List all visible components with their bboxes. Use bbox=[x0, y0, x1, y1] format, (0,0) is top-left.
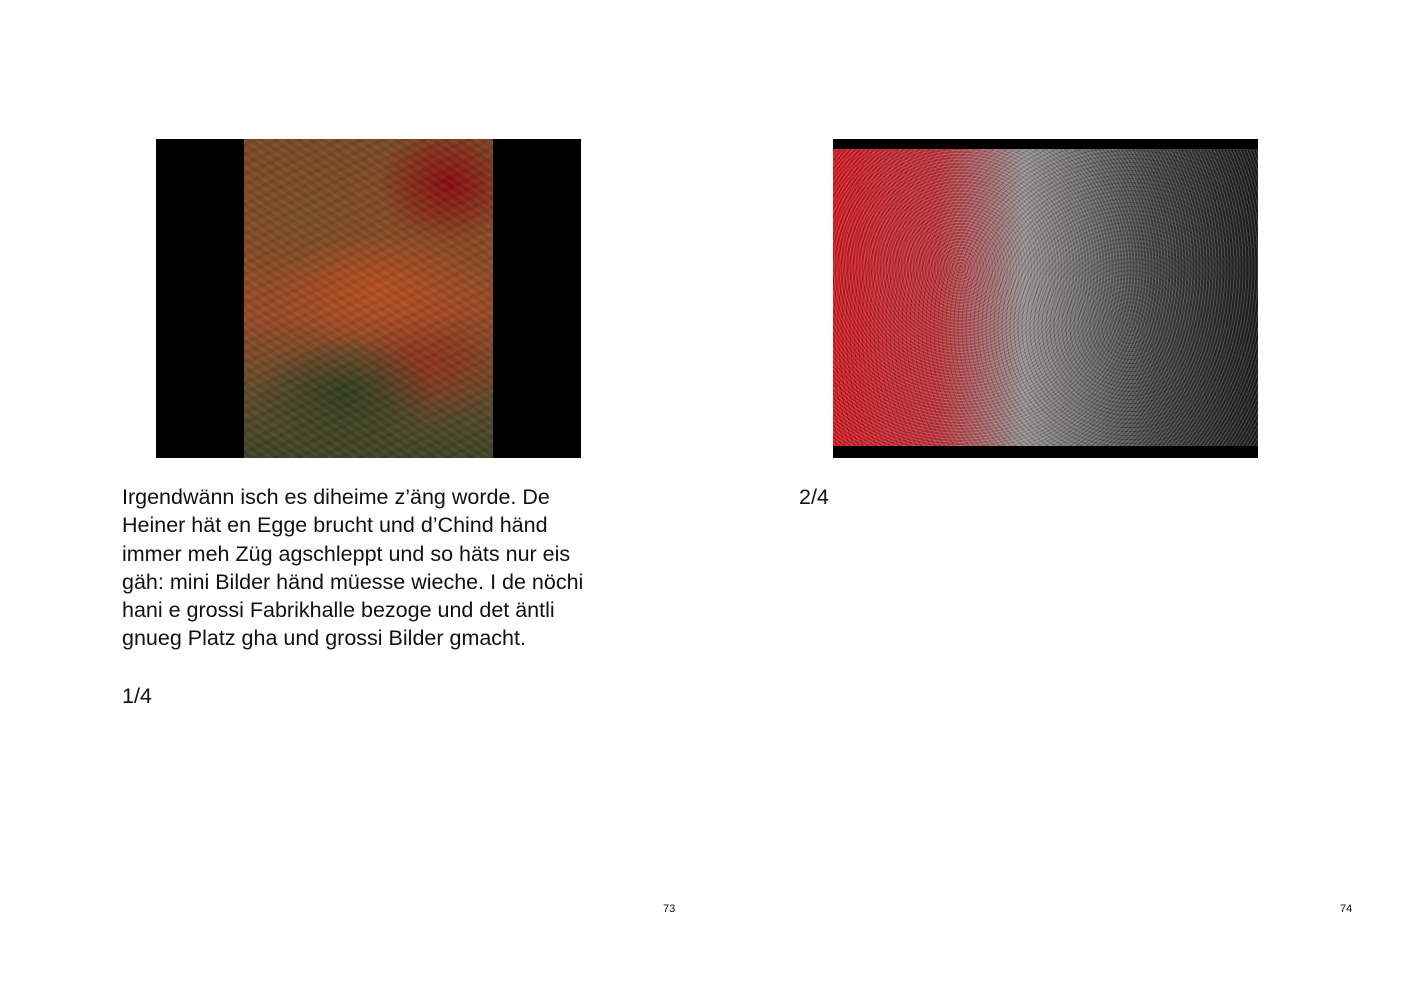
painting-earth-tones bbox=[244, 139, 493, 458]
body-text: Irgendwänn isch es diheime z’äng worde. De Heiner hät en Egge brucht und d’Chind händ immer meh Züg agschleppt und so häts nur eis gäh: mini Bilder händ müesse wieche. I de nöchi hani e grossi Fabrikhalle bezoge und det äntli gnueg Platz gha und grossi Bilder gmacht. bbox=[122, 485, 584, 651]
right-page bbox=[707, 0, 1414, 1000]
image-counter-1: 1/4 bbox=[122, 684, 152, 708]
artwork-image-2 bbox=[833, 139, 1258, 458]
image-counter-2: 2/4 bbox=[799, 485, 829, 509]
painting-red-black-texture bbox=[833, 149, 1258, 446]
page-number-left: 73 bbox=[663, 903, 676, 915]
artwork-image-1 bbox=[156, 139, 581, 458]
page-number-right: 74 bbox=[1340, 903, 1353, 915]
